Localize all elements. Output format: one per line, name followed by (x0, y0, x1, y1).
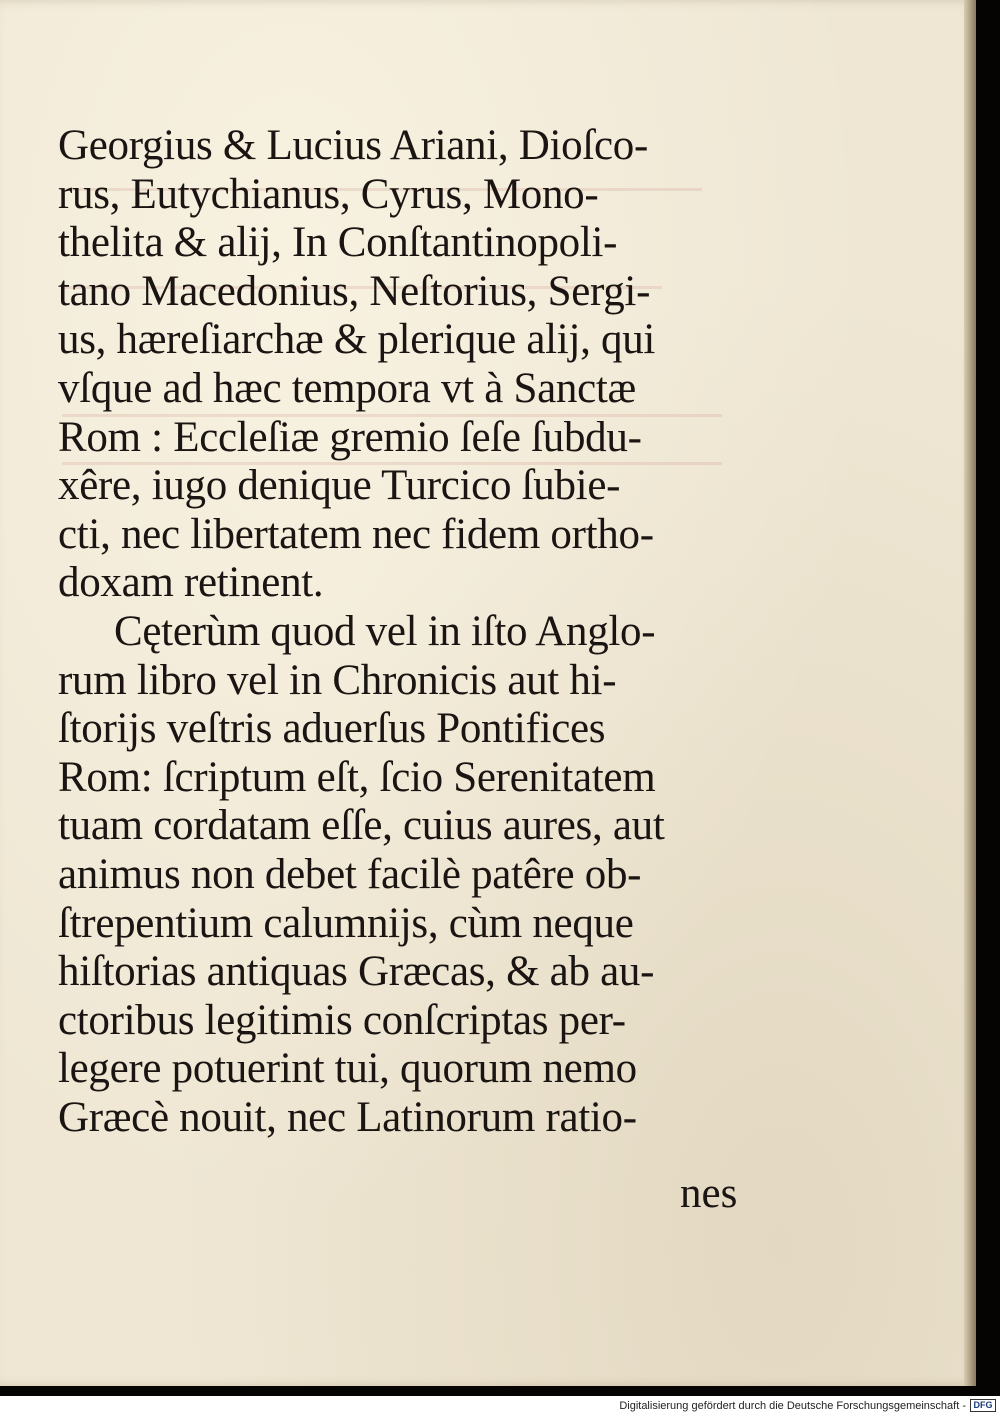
text-line: cti, nec libertatem nec fidem ortho- (58, 510, 654, 558)
text-line: doxam retinent. (58, 559, 324, 607)
text-line: hiſtorias antiquas Græcas, & ab au- (58, 948, 655, 996)
text-line: rus, Eutychianus, Cyrus, Mono- (58, 170, 599, 218)
text-line: ctoribus legitimis conſcriptas per- (58, 996, 626, 1044)
text-line: tano Macedonius, Neſtorius, Sergi- (58, 267, 651, 315)
paragraph-start-line: Cęterùm quod vel in iſto Anglo- (114, 607, 656, 655)
text-line: vſque ad hæc tempora vt à Sanctæ (58, 364, 636, 412)
dfg-logo-icon: DFG (970, 1399, 996, 1412)
page-edge (964, 0, 976, 1386)
digitization-footer (0, 1396, 1000, 1416)
text-line: rum libro vel in Chronicis aut hi- (58, 656, 617, 704)
body-text (58, 122, 738, 1142)
text-line: ſtrepentium calumnijs, cùm neque (58, 899, 634, 947)
text-line: Georgius & Lucius Ariani, Dioſco- (58, 122, 649, 169)
text-line: Græcè nouit, nec Latinorum ratio- (58, 1093, 637, 1141)
text-line: Rom: ſcriptum eſt, ſcio Serenitatem (58, 753, 656, 801)
text-line: animus non debet facilè patêre ob- (58, 850, 642, 898)
text-line: Rom : Eccleſiæ gremio ſeſe ſubdu- (58, 413, 642, 461)
text-line: thelita & alij, In Conſtantinopoli- (58, 219, 618, 267)
funding-credit: Digitalisierung gefördert durch die Deutsche Forschungsgemeinschaft - (619, 1400, 966, 1412)
text-line: legere potuerint tui, quorum nemo (58, 1045, 637, 1093)
text-line: tuam cordatam eſſe, cuius aures, aut (58, 802, 665, 850)
text-line: ſtorijs veſtris aduerſus Pontifices (58, 705, 606, 753)
text-line: xêre, iugo denique Turcico ſubie- (58, 462, 621, 510)
text-line: us, hæreſiarchæ & plerique alij, qui (58, 316, 656, 364)
catchword: nes (680, 1170, 738, 1217)
